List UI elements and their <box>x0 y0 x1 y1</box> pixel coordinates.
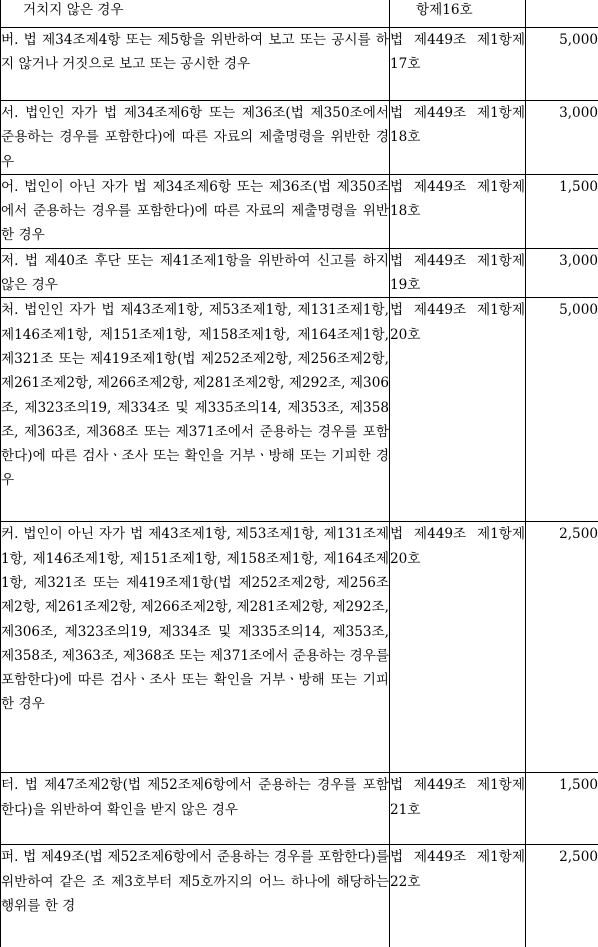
table-row <box>1 101 598 175</box>
table-row <box>1 0 598 28</box>
violation-cell <box>1 773 390 845</box>
violation-cell <box>1 248 390 298</box>
provision-cell <box>390 28 526 101</box>
violation-text: 어. 법인이 아닌 자가 법 제34조제6항 또는 제36조(법 제350조에서 준용하는 경우를 포함한다)에 따른 자료의 제출명령을 위반한 경우 <box>1 175 389 248</box>
violation-cell <box>1 845 390 947</box>
provision-text: 법 제449조 제1항제18호 <box>390 101 525 150</box>
provision-text: 법 제449조 제1항제20호 <box>390 522 525 571</box>
provision-text: 법 제449조 제1항제20호 <box>390 298 525 347</box>
provision-text: 항제16호 <box>390 0 525 22</box>
amount-cell <box>526 0 598 28</box>
table-row <box>1 248 598 298</box>
violation-text: 버. 법 제34조제4항 또는 제5항을 위반하여 보고 또는 공시를 하지 않거나 거짓으로 보고 또는 공시한 경우 <box>1 28 389 77</box>
violation-cell <box>1 101 390 175</box>
violation-cell <box>1 298 390 522</box>
provision-text: 법 제449조 제1항제21호 <box>390 773 525 822</box>
provision-cell <box>390 174 526 248</box>
amount-cell: 2,500 <box>526 522 598 773</box>
table-row <box>1 28 598 101</box>
amount-cell: 3,000 <box>526 248 598 298</box>
provision-cell <box>390 298 526 522</box>
provision-cell <box>390 522 526 773</box>
table-row <box>1 522 598 773</box>
table-row <box>1 174 598 248</box>
table-row <box>1 845 598 947</box>
provision-cell <box>390 101 526 175</box>
violation-text: 퍼. 법 제49조(법 제52조제6항에서 준용하는 경우를 포함한다)를 위반하여 같은 조 제3호부터 제5호까지의 어느 하나에 해당하는 행위를 한 경 <box>1 845 389 918</box>
provision-cell <box>390 248 526 298</box>
provision-text: 법 제449조 제1항제18호 <box>390 175 525 224</box>
violation-text: 서. 법인인 자가 법 제34조제6항 또는 제36조(법 제350조에서 준용하는 경우를 포함한다)에 따른 자료의 제출명령을 위반한 경우 <box>1 101 389 174</box>
violation-text: 터. 법 제47조제2항(법 제52조제6항에서 준용하는 경우를 포함한다)을 위반하여 확인을 받지 않은 경우 <box>1 773 389 822</box>
violation-cell <box>1 28 390 101</box>
amount-cell: 2,500 <box>526 845 598 947</box>
provision-text: 법 제449조 제1항제19호 <box>390 249 525 298</box>
violation-text: 처. 법인인 자가 법 제43조제1항, 제53조제1항, 제131조제1항, 제146조제1항, 제151조제1항, 제158조제1항, 제164조제1항, 제321조 또는 제419조제1항(법 제252조제2항, 제256조제2항, 제261조제2항, 제266조제2항, 제281조제2항, 제292조, 제306조, 제323조의19, 제334조 및 제335조의14, 제353조, 제358조, 제363조, 제368조 또는 제371조에서 준용하는 경우를 포함한다)에 따른 검사ㆍ조사 또는 확인을 거부ㆍ방해 또는 기피한 경우 <box>1 298 389 492</box>
amount-cell: 5,000 <box>526 28 598 101</box>
amount-cell: 1,500 <box>526 174 598 248</box>
provision-cell <box>390 845 526 947</box>
violation-text: 저. 법 제40조 후단 또는 제41조제1항을 위반하여 신고를 하지 않은 경우 <box>1 249 389 298</box>
table-row <box>1 773 598 845</box>
provision-cell <box>390 0 526 28</box>
violation-cell <box>1 174 390 248</box>
violation-cell <box>1 522 390 773</box>
amount-cell: 3,000 <box>526 101 598 175</box>
provision-text: 법 제449조 제1항제17호 <box>390 28 525 77</box>
violation-cell <box>1 0 390 28</box>
violation-text: 커. 법인이 아닌 자가 법 제43조제1항, 제53조제1항, 제131조제1항, 제146조제1항, 제151조제1항, 제158조제1항, 제164조제1항, 제321조 또는 제419조제1항(법 제252조제2항, 제256조제2항, 제261조제2항, 제266조제2항, 제281조제2항, 제292조, 제306조, 제323조의19, 제334조 및 제335조의14, 제353조, 제358조, 제363조, 제368조 또는 제371조에서 준용하는 경우를 포함한다)에 따른 검사ㆍ조사 또는 확인을 거부ㆍ방해 또는 기피한 경우 <box>1 522 389 716</box>
amount-cell: 1,500 <box>526 773 598 845</box>
provision-text: 법 제449조 제1항제22호 <box>390 845 525 894</box>
amount-cell: 5,000 <box>526 298 598 522</box>
table-row <box>1 298 598 522</box>
violation-text: 거치지 않은 경우 <box>1 0 389 22</box>
provision-cell <box>390 773 526 845</box>
